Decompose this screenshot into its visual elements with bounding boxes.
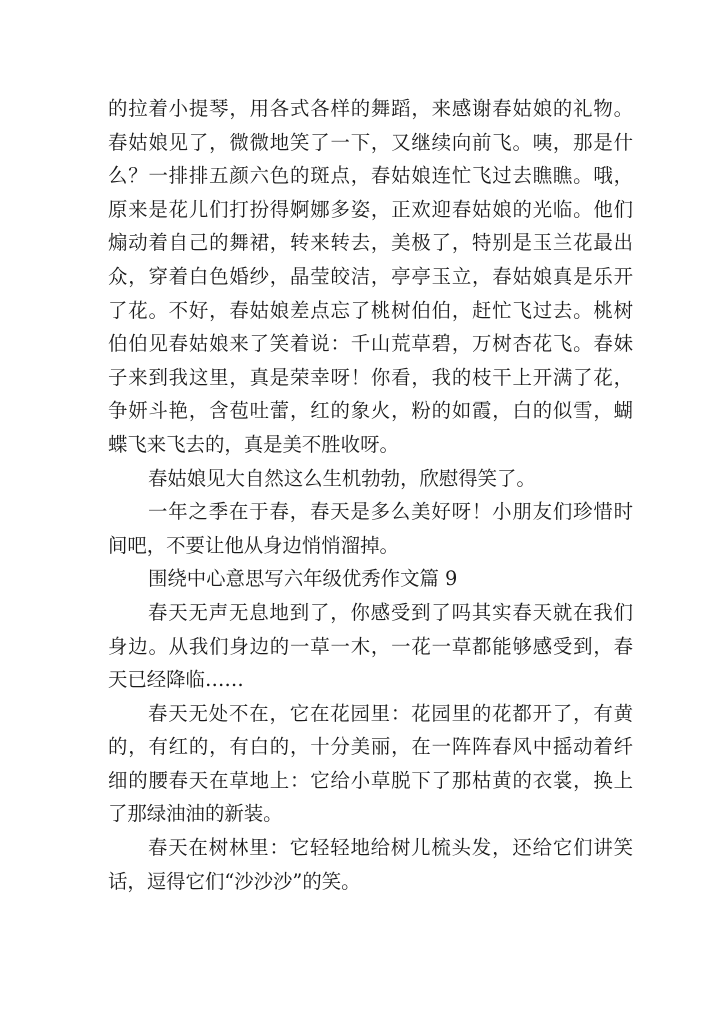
text-line: 细的腰春天在草地上：它给小草脱下了那枯黄的衣裳，换上 <box>108 768 633 792</box>
text-line: 春天无处不在，它在花园里：花园里的花都开了，有黄 <box>148 701 633 725</box>
text-line: 天已经降临…… <box>108 668 244 692</box>
essay-text <box>108 92 633 898</box>
text-line: 话，逗得它们“沙沙沙”的笑。 <box>108 869 361 893</box>
text-line: 一年之季在于春，春天是多么美好呀！小朋友们珍惜时 <box>148 500 633 524</box>
text-line: 了那绿油油的新装。 <box>108 802 283 826</box>
text-line: 争妍斗艳，含苞吐蕾，红的象火，粉的如霞，白的似雪，蝴 <box>108 399 633 423</box>
text-line: 蝶飞来飞去的，真是美不胜收呀。 <box>108 432 399 456</box>
text-line: 众，穿着白色婚纱，晶莹皎洁，亭亭玉立，春姑娘真是乐开 <box>108 264 633 288</box>
text-line: 春天无声无息地到了，你感受到了吗其实春天就在我们 <box>148 600 633 624</box>
text-line: 的，有红的，有白的，十分美丽，在一阵阵春风中摇动着纤 <box>108 735 633 759</box>
text-line: 伯伯见春姑娘来了笑着说：千山荒草碧，万树杏花飞。春妹 <box>108 332 633 356</box>
text-line: 了花。不好，春姑娘差点忘了桃树伯伯，赶忙飞过去。桃树 <box>108 298 633 322</box>
text-line: 春姑娘见了，微微地笑了一下，又继续向前飞。咦，那是什 <box>108 130 633 154</box>
text-line: 间吧，不要让他从身边悄悄溜掉。 <box>108 533 399 557</box>
text-line: 原来是花儿们打扮得婀娜多姿，正欢迎春姑娘的光临。他们 <box>108 197 633 221</box>
text-line: 么？一排排五颜六色的斑点，春姑娘连忙飞过去瞧瞧。哦， <box>108 164 633 188</box>
text-line: 子来到我这里，真是荣幸呀！你看，我的枝干上开满了花， <box>108 365 633 389</box>
text-line: 煽动着自己的舞裙，转来转去，美极了，特别是玉兰花最出 <box>108 231 633 255</box>
text-line: 春姑娘见大自然这么生机勃勃，欣慰得笑了。 <box>148 466 536 490</box>
text-line: 围绕中心意思写六年级优秀作文篇 9 <box>148 567 458 591</box>
text-line: 的拉着小提琴，用各式各样的舞蹈，来感谢春姑娘的礼物。 <box>108 97 633 120</box>
text-line: 春天在树林里：它轻轻地给树儿梳头发，还给它们讲笑 <box>148 836 633 860</box>
text-line: 身边。从我们身边的一草一木，一花一草都能够感受到，春 <box>108 634 633 658</box>
